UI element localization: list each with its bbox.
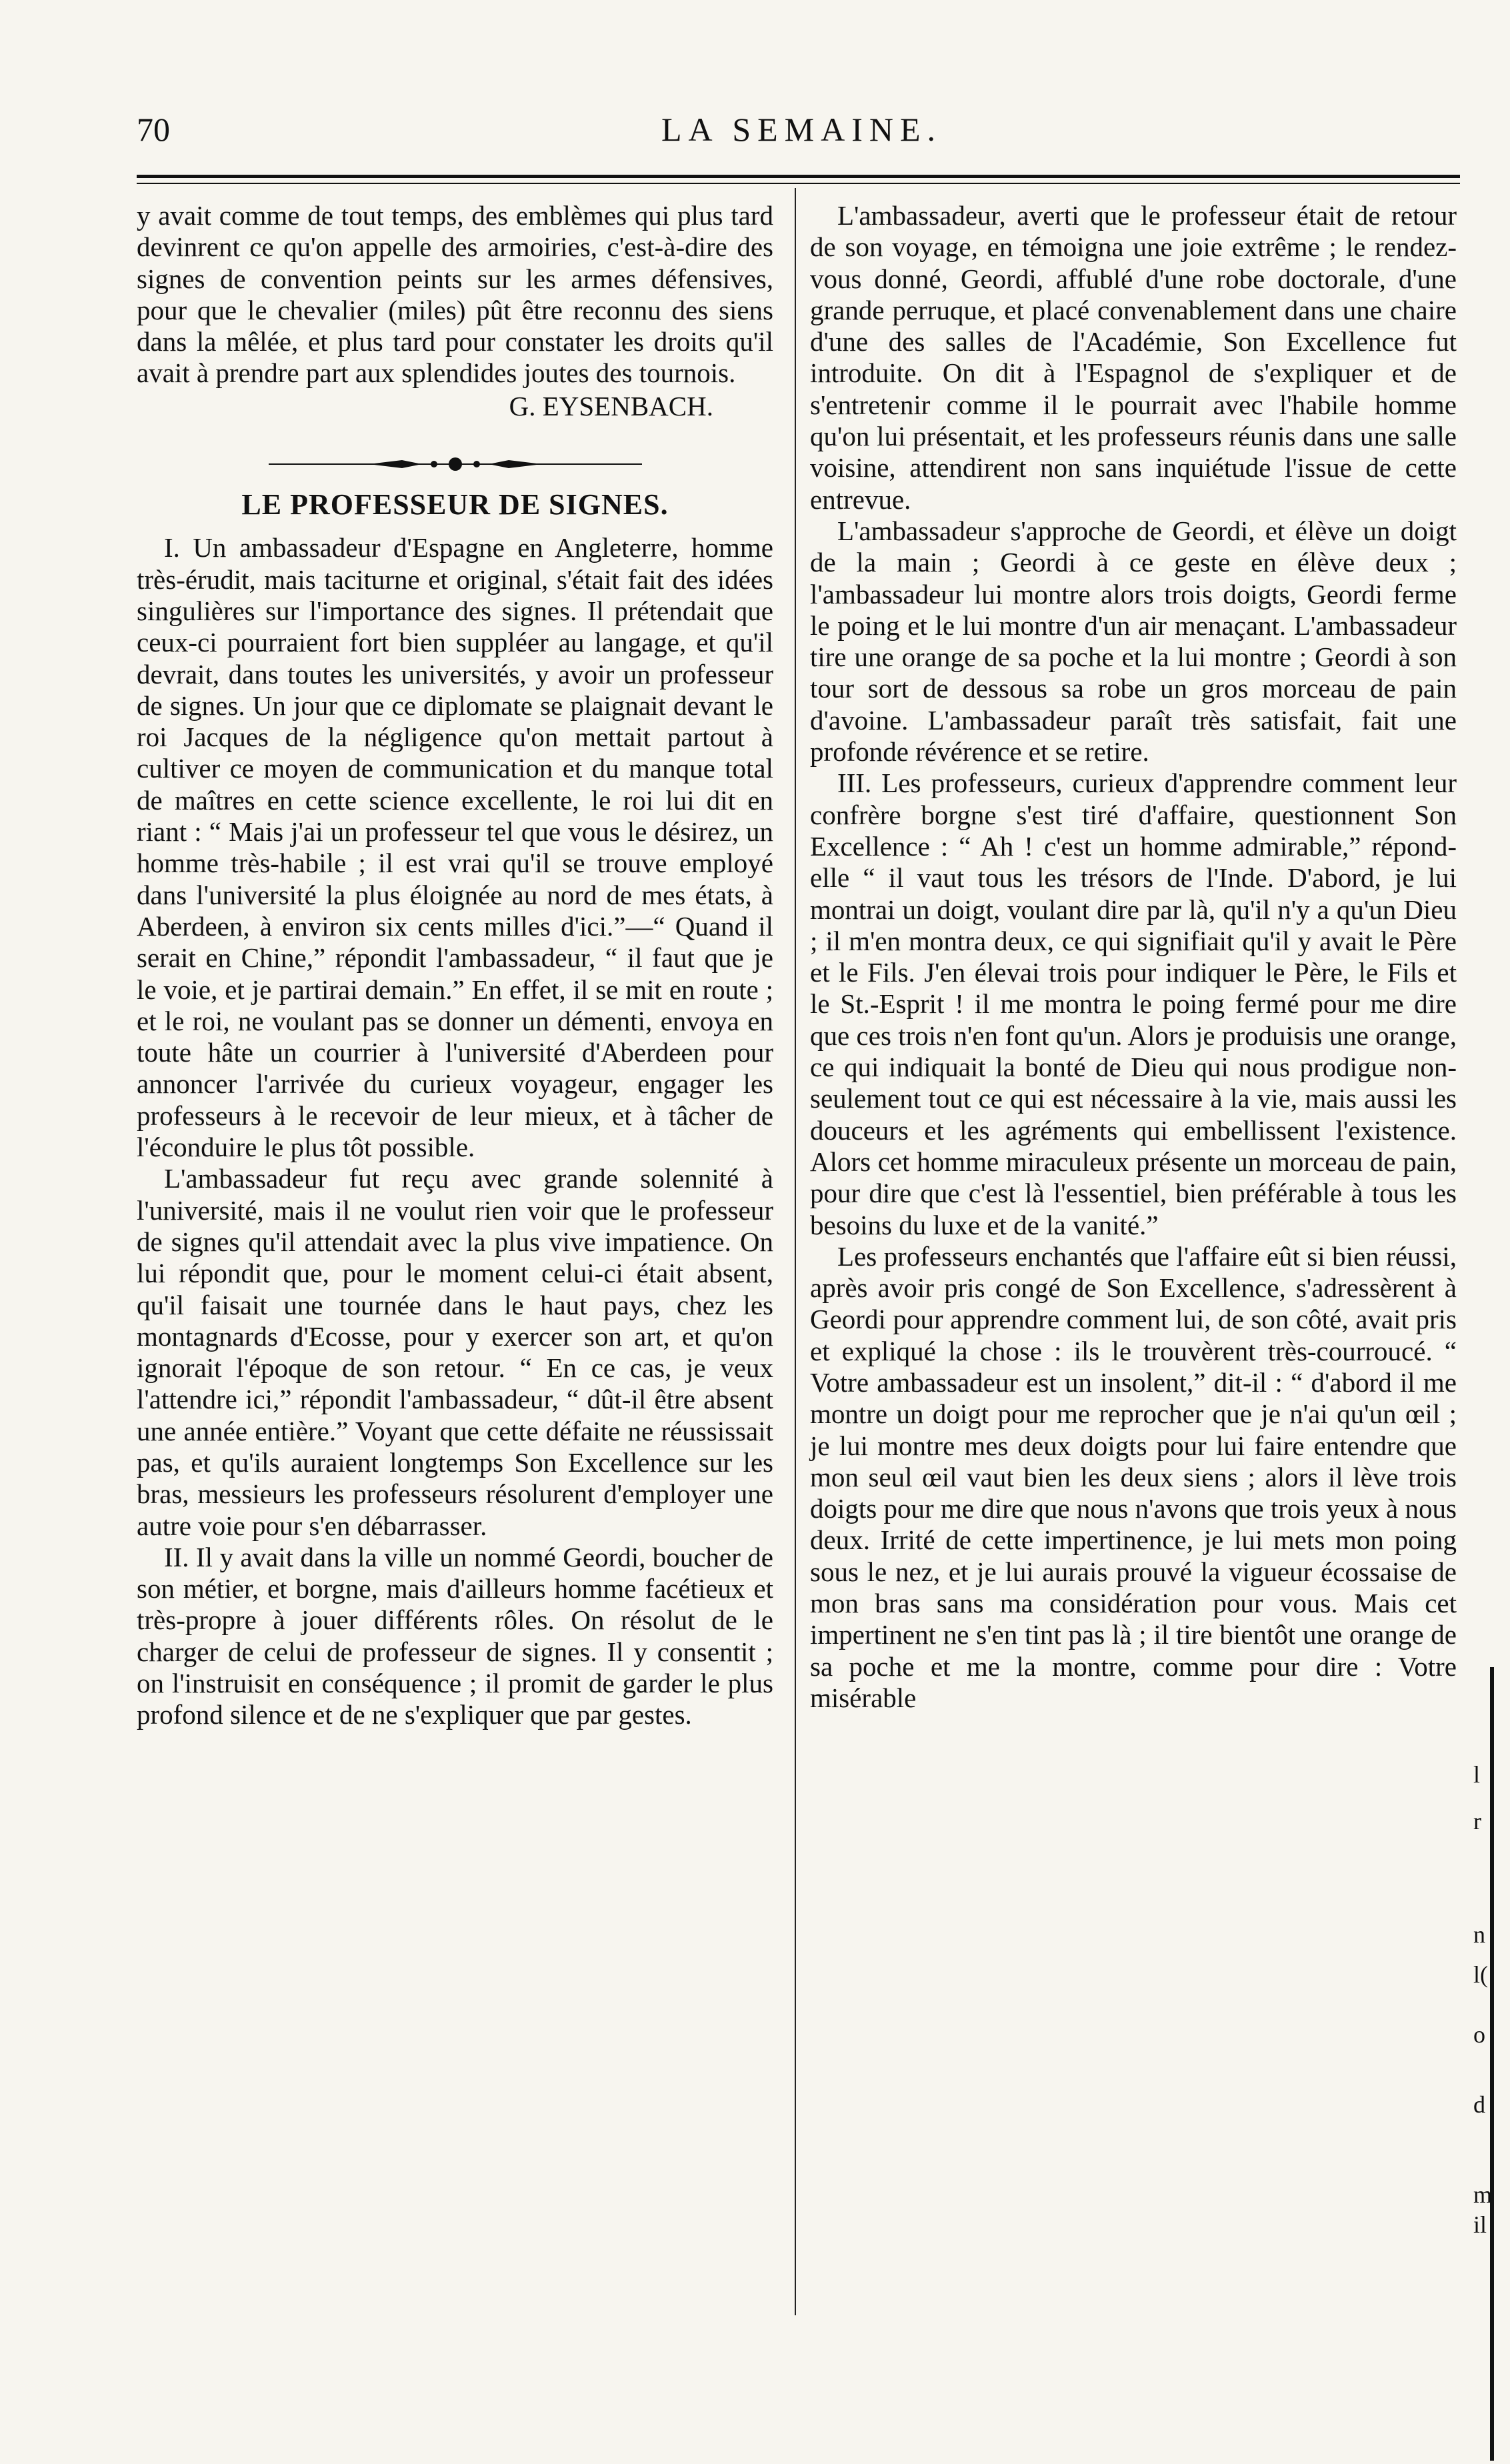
left-column (137, 200, 773, 1731)
page-header (137, 110, 1467, 157)
edge-fragment: l (1473, 1761, 1481, 1788)
article-paragraph: L'ambassadeur, averti que le professeur était de retour de son voyage, en témoigna une joie extrême ; le rendez-vous donné, Geordi, affublé d'une robe doctorale, d'une grande perruque, et placé convenablement dans une chaire d'une des salles de l'Académie, Son Excellence fut introduite. On dit à l'Espagnol de s'expliquer et de s'entretenir comme il le pourrait avec l'habile homme qu'on lui présentait, et les professeurs réunis dans une salle voisine, attendirent non sans inquiétude l'issue de cette entrevue. (810, 200, 1457, 515)
ornament-icon (269, 456, 642, 472)
edge-fragment: l( (1473, 1961, 1488, 1988)
article-paragraph: III. Les professeurs, curieux d'apprendre comment leur confrère borgne s'est tiré d'affaire, questionnent Son Excellence : “ Ah ! c'est un homme admirable,” répond-elle “ il vaut tous les trésors de l'Inde. D'abord, je lui montrai un doigt, voulant dire par là, qu'il n'y a qu'un Dieu ; il m'en montra deux, ce qui signifiait qu'il y avait le Père et le Fils. J'en élevai trois pour indiquer le Père, le Fils et le St.-Esprit ! il me montra le poing fermé pour me dire que ces trois n'en font qu'un. Alors je produisis une orange, ce qui indiquait la bonté de Dieu qui nous prodigue non-seulement tout ce qui est nécessaire à la vie, mais aussi les douceurs et les agréments qui embellissent l'existence. Alors cet homme miraculeux présente un morceau de pain, pour dire que c'est là l'essentiel, bien préférable à tous les besoins du luxe et de la vanité.” (810, 768, 1457, 1240)
header-rule-thick (137, 175, 1460, 178)
article-paragraph: L'ambassadeur s'approche de Geordi, et élève un doigt de la main ; Geordi à ce geste en élève deux ; l'ambassadeur lui montre alors trois doigts, Geordi ferme le poing et le lui montre d'un air menaçant. L'ambassadeur tire une orange de sa poche et la lui montre ; Geordi à son tour sort de dessous sa robe un gros morceau de pain d'avoine. L'ambassadeur paraît très satisfait, fait une profonde révérence et se retire. (810, 515, 1457, 768)
edge-fragment: m (1473, 2181, 1493, 2208)
edge-fragment: r (1473, 1808, 1481, 1834)
author-signature: G. EYSENBACH. (509, 390, 713, 421)
edge-fragment: o (1473, 2021, 1485, 2048)
header-rule-thin (137, 183, 1460, 184)
adjacent-page-edge (1473, 1667, 1510, 2461)
article-paragraph: Les professeurs enchantés que l'affaire eût si bien réussi, après avoir pris congé de Son Excellence, s'adressèrent à Geordi pour apprendre comment lui, de son côté, avait pris et expliqué la chose : ils le trouvèrent très-courroucé. “ Votre ambassadeur est un insolent,” dit-il : “ d'abord il me montre un doigt pour me reprocher que je n'ai qu'un œil ; je lui montre mes deux doigts pour lui faire entendre que mon seul œil vaut bien les deux siens ; alors il lève trois doigts pour me dire que nous n'avons que trois yeux à nous deux. Irrité de cette impertinence, je lui mets mon poing sous le nez, et je lui aurais prouvé la vigueur écossaise de mon bras sans ma considération pour vous. Mais cet impertinent ne s'en tint pas là ; il tire bientôt une orange de sa poche et me la montre, comme pour dire : Votre misérable (810, 1240, 1457, 1713)
running-title: LA SEMAINE. (661, 111, 943, 148)
article-title: LE PROFESSEUR DE SIGNES. (241, 488, 669, 521)
edge-fragment: d (1473, 2091, 1485, 2118)
article-paragraph: I. Un ambassadeur d'Espagne en Angleterre, homme très-érudit, mais taciturne et original, s'était fait des idées singulières sur l'importance des signes. Il prétendait que ceux-ci pourraient fort bien suppléer au langage, et qu'il devrait, dans toutes les universités, y avoir un professeur de signes. Un jour que ce diplomate se plaignait devant le roi Jacques de la négligence qu'on mettait partout à cultiver ce moyen de communication et du manque total de maîtres en cette science excellente, le roi lui dit en riant : “ Mais j'ai un professeur tel que vous le désirez, un homme très-habile ; il est vrai qu'il se trouve employé dans l'université la plus éloignée au nord de mes états, à Aberdeen, à environ six cents milles d'ici.”—“ Quand il serait en Chine,” répondit l'ambassadeur, “ il faut que je le voie, et je partirai demain.” En effet, il se mit en route ; et le roi, ne voulant pas se donner un démenti, envoya en toute hâte un courrier à l'université d'Aberdeen pour annoncer l'arrivée du curieux voyageur, engager les professeurs à le recevoir de leur mieux, et à tâcher de l'éconduire le plus tôt possible. (137, 532, 773, 1163)
right-column (810, 200, 1457, 1714)
edge-fragment: n (1473, 1921, 1485, 1948)
article-paragraph: L'ambassadeur fut reçu avec grande solennité à l'université, mais il ne voulut rien voir que le professeur de signes qu'il attendait avec la plus vive impatience. On lui répondit que, pour le moment celui-ci était absent, qu'il faisait une tournée dans le haut pays, chez les montagnards d'Ecosse, pour y exercer son art, et qu'on ignorait l'époque de son retour. “ En ce cas, je veux l'attendre ici,” répondit l'ambassadeur, “ dût-il être absent une année entière.” Voyant que cette défaite ne réussissait pas, et qu'ils auraient longtemps Son Excellence sur les bras, messieurs les professeurs résolurent d'employer une autre voie pour s'en débarrasser. (137, 1163, 773, 1541)
previous-article-ending: y avait comme de tout temps, des emblèmes qui plus tard devinrent ce qu'on appelle des armoiries, c'est-à-dire des signes de convention peints sur les armes défensives, pour que le chevalier (miles) pût être reconnu des siens dans la mêlée, et plus tard pour constater les droits qu'il avait à prendre part aux splendides joutes des tournois. (137, 200, 773, 389)
article-paragraph: II. Il y avait dans la ville un nommé Geordi, boucher de son métier, et borgne, mais d'ailleurs homme facétieux et très-propre à jouer différents rôles. On résolut de le charger de celui de professeur de signes. Il y consentit ; on l'instruisit en conséquence ; il promit de garder le plus profond silence et de ne s'expliquer que par gestes. (137, 1541, 773, 1730)
page-gutter-bar (1490, 1667, 1494, 2461)
edge-fragment: il (1473, 2211, 1487, 2238)
ornamental-divider (269, 447, 642, 463)
page-number: 70 (137, 111, 170, 148)
column-divider (795, 188, 796, 2315)
